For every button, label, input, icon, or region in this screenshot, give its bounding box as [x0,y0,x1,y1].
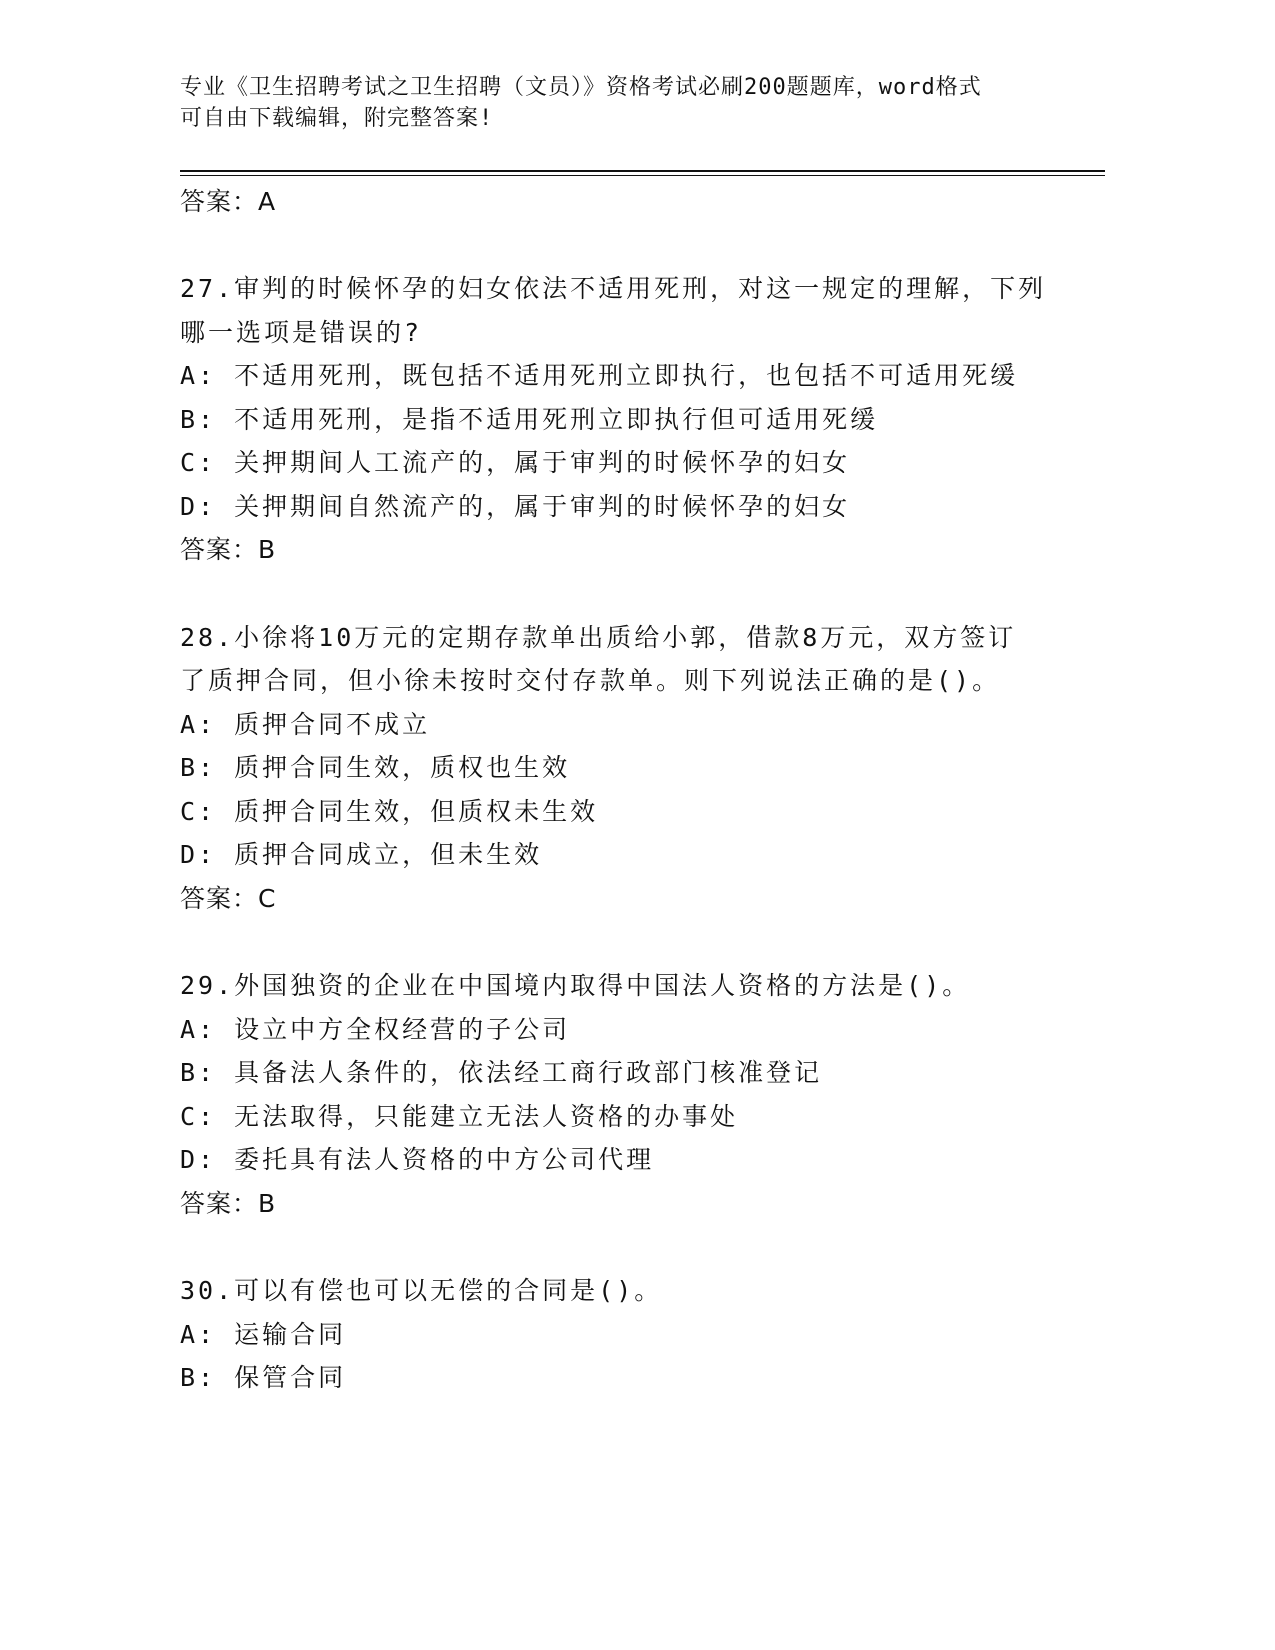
option-c: C: 无法取得，只能建立无法人资格的办事处 [180,1102,739,1131]
option-b: B: 具备法人条件的，依法经工商行政部门核准登记 [180,1058,823,1087]
question-stem: 29.外国独资的企业在中国境内取得中国法人资格的方法是()。 [180,971,971,1000]
option-b: B: 质押合同生效，质权也生效 [180,753,571,782]
option-a: A: 不适用死刑，既包括不适用死刑立即执行，也包括不可适用死缓 [180,361,1019,390]
document-header [180,72,1040,134]
question-stem: 30.可以有偿也可以无偿的合同是()。 [180,1276,663,1305]
header-divider-thin [180,175,1105,176]
question-stem: 28.小徐将10万元的定期存款单出质给小郭，借款8万元，双方签订 [180,623,1017,652]
question-stem-continued: 哪一选项是错误的? [180,318,423,347]
answer: 答案：B [180,1189,277,1218]
option-d: D: 关押期间自然流产的，属于审判的时候怀孕的妇女 [180,492,851,521]
option-a: A: 设立中方全权经营的子公司 [180,1015,571,1044]
option-a: A: 质押合同不成立 [180,710,431,739]
question-stem-continued: 了质押合同，但小徐未按时交付存款单。则下列说法正确的是()。 [180,666,1001,695]
header-divider-thick [180,170,1105,172]
option-d: D: 质押合同成立，但未生效 [180,840,543,869]
header-line-2: 可自由下载编辑，附完整答案! [180,106,494,131]
option-d: D: 委托具有法人资格的中方公司代理 [180,1145,655,1174]
answer-q26: 答案：A [180,187,277,216]
option-a: A: 运输合同 [180,1320,347,1349]
answer: 答案：B [180,535,277,564]
question-stem: 27.审判的时候怀孕的妇女依法不适用死刑，对这一规定的理解，下列 [180,274,1047,303]
option-c: C: 质押合同生效，但质权未生效 [180,797,599,826]
option-b: B: 不适用死刑，是指不适用死刑立即执行但可适用死缓 [180,405,879,434]
answer: 答案：C [180,884,277,913]
option-c: C: 关押期间人工流产的，属于审判的时候怀孕的妇女 [180,448,851,477]
option-b: B: 保管合同 [180,1363,347,1392]
header-line-1: 专业《卫生招聘考试之卫生招聘（文员）》资格考试必刷200题题库，word格式 [180,75,982,100]
